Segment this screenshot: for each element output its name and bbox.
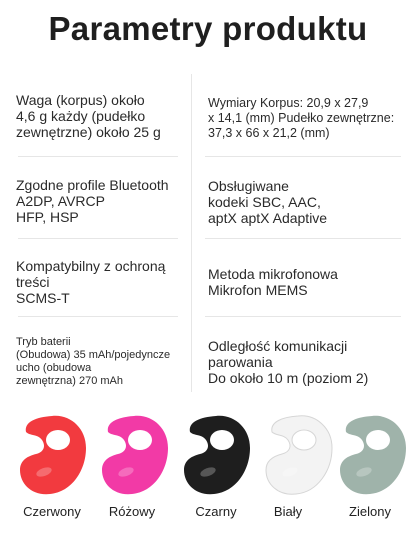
spec-protection: Kompatybilny z ochroną treści SCMS-T [16, 258, 166, 306]
color-label-pink: Różowy [108, 504, 156, 519]
earbud-image-white [260, 410, 336, 498]
row-divider [205, 156, 401, 157]
earbud-image-pink [96, 410, 172, 498]
spec-table [0, 74, 416, 394]
earbud-image-green [334, 410, 410, 498]
earbud-image-black [178, 410, 254, 498]
row-divider [18, 156, 178, 157]
color-label-black: Czarny [195, 504, 237, 519]
page-title: Parametry produktu [48, 10, 368, 47]
spec-dimensions: Wymiary Korpus: 20,9 x 27,9 x 14,1 (mm) Pudełko zewnętrzne: 37,3 x 66 x 21,2 (mm) [208, 96, 395, 140]
color-label-green: Zielony [349, 504, 391, 519]
row-divider [18, 238, 178, 239]
color-variants [0, 410, 416, 550]
spec-battery: Tryb baterii (Obudowa) 35 mAh/pojedyncze ucho (obudowa zewnętrzna) 270 mAh [16, 336, 171, 387]
spec-codecs: Obsługiwane kodeki SBC, AAC, aptX aptX Adaptive [208, 178, 328, 226]
row-divider [18, 316, 178, 317]
spec-range: Odległość komunikacji parowania Do około 10 m (poziom 2) [208, 338, 369, 386]
column-divider [191, 74, 192, 392]
spec-microphone: Metoda mikrofonowa Mikrofon MEMS [208, 266, 338, 298]
spec-weight: Waga (korpus) około 4,6 g każdy (pudełko zewnętrzne) około 25 g [16, 92, 161, 140]
spec-bluetooth-profiles: Zgodne profile Bluetooth A2DP, AVRCP HFP, HSP [16, 177, 169, 225]
color-label-white: Biały [273, 504, 303, 519]
color-label-red: Czerwony [23, 504, 81, 519]
row-divider [205, 238, 401, 239]
row-divider [205, 316, 401, 317]
earbud-image-red [14, 410, 90, 498]
